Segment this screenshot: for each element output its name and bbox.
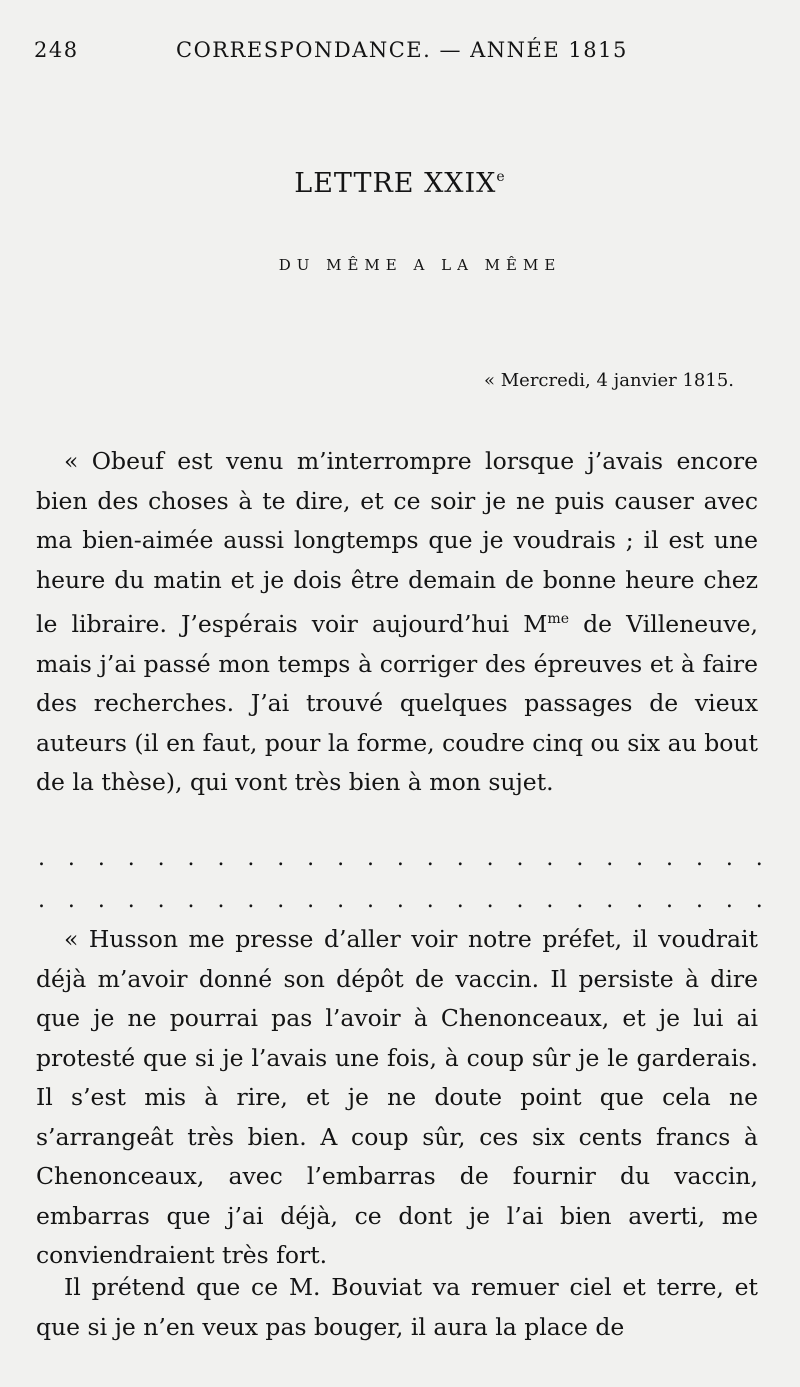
ellipsis-dot: . bbox=[516, 846, 524, 871]
ellipsis-dot: . bbox=[636, 846, 644, 871]
page-number: 248 bbox=[34, 38, 79, 62]
ellipsis-dot: . bbox=[247, 888, 255, 913]
ellipsis-dot: . bbox=[38, 846, 45, 871]
ellipsis-dot: . bbox=[337, 888, 345, 913]
ellipsis-dot: . bbox=[456, 846, 464, 871]
ellipsis-dot: . bbox=[755, 888, 763, 913]
ellipsis-dot: . bbox=[486, 888, 494, 913]
ellipsis-dot: . bbox=[307, 846, 315, 871]
ellipsis-dot: . bbox=[187, 888, 195, 913]
ellipsis-dot: . bbox=[606, 888, 614, 913]
ellipsis-dot: . bbox=[695, 846, 703, 871]
paragraph-2-text: « Husson me presse d’aller voir notre préfet, il voudrait déjà m’avoir donné son dépôt de vaccin. Il persiste à dire que je ne pourrai pas l’avoir à Chenonceaux, et je lui ai protesté que si je l’avais une fois, à coup sûr je le garderais. Il s’est mis à rire, et je ne doute point que cela ne s’arrangeât très bien. A coup sûr, ces six cents francs à Chenonceaux, avec l’embarras de fournir du vaccin, embarras que j’ai déjà, ce dont je l’ai bien averti, me conviendraient très fort. bbox=[36, 925, 758, 1269]
ellipsis-dot: . bbox=[67, 846, 75, 871]
ellipsis-dot: . bbox=[456, 888, 464, 913]
paragraph-1-sup: me bbox=[547, 611, 570, 627]
ellipsis-dot: . bbox=[755, 846, 763, 871]
ellipsis-dot: . bbox=[127, 888, 135, 913]
ellipsis-dot: . bbox=[396, 846, 404, 871]
ellipsis-dot: . bbox=[546, 846, 554, 871]
ellipsis-dot: . bbox=[307, 888, 315, 913]
ellipsis-dot: . bbox=[366, 846, 374, 871]
ellipsis-dot: . bbox=[426, 846, 434, 871]
ellipsis-dot: . bbox=[725, 846, 733, 871]
ellipsis-row-1 bbox=[38, 848, 762, 870]
ellipsis-dot: . bbox=[666, 888, 674, 913]
running-head: CORRESPONDANCE. — ANNÉE 1815 bbox=[176, 38, 628, 62]
letter-title-text: LETTRE XXIX bbox=[294, 168, 497, 199]
paragraph-3-text: Il prétend que ce M. Bouviat va remuer ciel et terre, et que si je n’en veux pas bouger, il aura la place de bbox=[36, 1273, 758, 1341]
ellipsis-dot: . bbox=[38, 888, 45, 913]
ellipsis-dot: . bbox=[337, 846, 345, 871]
ellipsis-dot: . bbox=[247, 846, 255, 871]
ellipsis-dot: . bbox=[666, 846, 674, 871]
ellipsis-dot: . bbox=[606, 846, 614, 871]
paragraph-2 bbox=[36, 920, 758, 1276]
ellipsis-dot: . bbox=[725, 888, 733, 913]
ellipsis-dot: . bbox=[546, 888, 554, 913]
ellipsis-dot: . bbox=[187, 846, 195, 871]
ellipsis-dot: . bbox=[576, 846, 584, 871]
paragraph-1 bbox=[36, 442, 758, 803]
ellipsis-dot: . bbox=[157, 888, 165, 913]
ellipsis-dot: . bbox=[217, 888, 225, 913]
ellipsis-dot: . bbox=[127, 846, 135, 871]
paragraph-3 bbox=[36, 1268, 758, 1347]
letter-subtitle: DU MÊME A LA MÊME bbox=[278, 256, 562, 274]
ellipsis-dot: . bbox=[486, 846, 494, 871]
paragraph-1-text-a: « Obeuf est venu m’interrompre lorsque j’avais encore bien des choses à te dire, et ce soir je ne puis causer avec ma bien-aimée aussi longtemps que je voudrais ; il est une heure du matin et je dois être demain de bonne heure chez le libraire. J’espérais voir aujourd’hui M bbox=[36, 447, 758, 638]
letter-dateline: « Mercredi, 4 janvier 1815. bbox=[484, 370, 734, 391]
ellipsis-dot: . bbox=[695, 888, 703, 913]
ellipsis-dot: . bbox=[157, 846, 165, 871]
letter-title bbox=[0, 168, 800, 199]
ellipsis-dot: . bbox=[396, 888, 404, 913]
ellipsis-dot: . bbox=[97, 846, 105, 871]
ellipsis-dot: . bbox=[277, 888, 285, 913]
ellipsis-dot: . bbox=[426, 888, 434, 913]
ellipsis-dot: . bbox=[277, 846, 285, 871]
ellipsis-dot: . bbox=[97, 888, 105, 913]
ellipsis-dot: . bbox=[516, 888, 524, 913]
paragraph-1-text-b: de Villeneuve, mais j’ai passé mon temps à corriger des épreuves et à faire des recherches. J’ai trouvé quelques passages de vieux auteurs (il en faut, pour la forme, coudre cinq ou six au bout de la thèse), qui vont très bien à mon sujet. bbox=[36, 610, 758, 796]
letter-title-sup: e bbox=[496, 169, 506, 185]
ellipsis-row-2 bbox=[38, 890, 762, 912]
ellipsis-dot: . bbox=[217, 846, 225, 871]
ellipsis-dot: . bbox=[576, 888, 584, 913]
ellipsis-dot: . bbox=[366, 888, 374, 913]
ellipsis-dot: . bbox=[636, 888, 644, 913]
ellipsis-dot: . bbox=[67, 888, 75, 913]
